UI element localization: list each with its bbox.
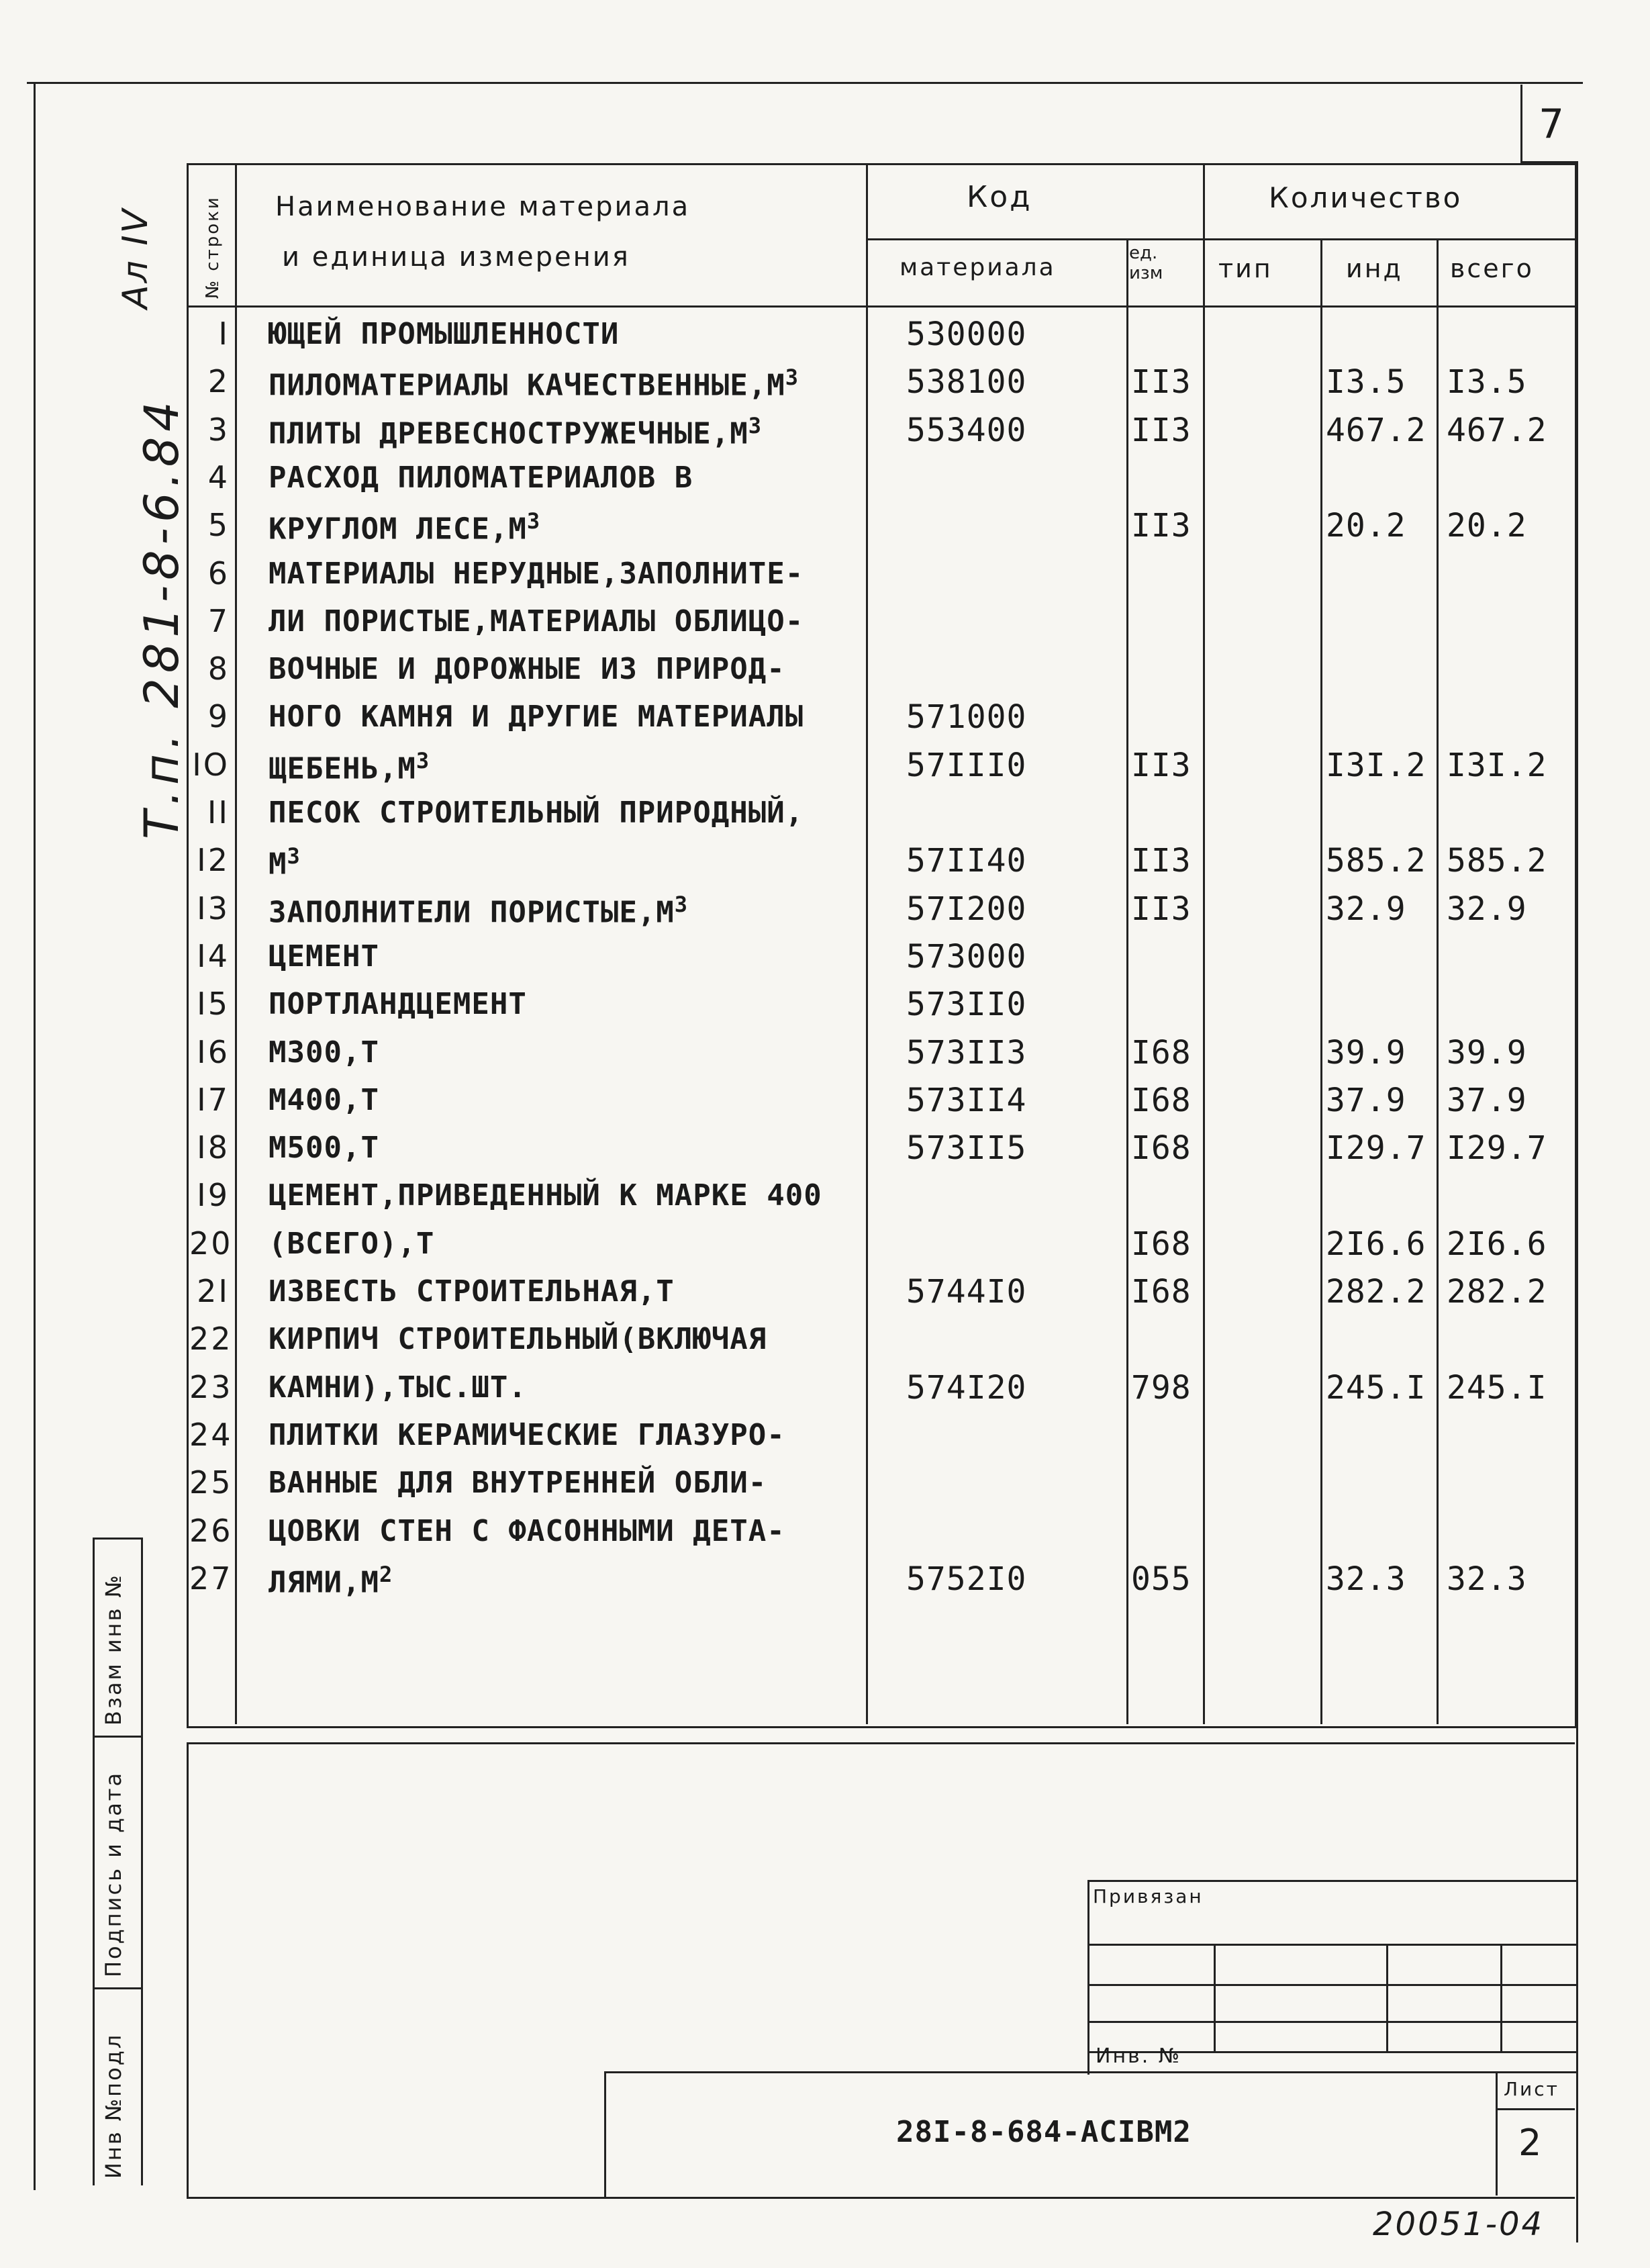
row-number: I4 (197, 938, 230, 974)
bound-col-3 (1500, 1944, 1502, 2051)
row-number: 25 (189, 1464, 233, 1501)
row-number: 22 (189, 1321, 233, 1357)
unit-code: I68 (1131, 1034, 1192, 1072)
bound-label: Привязан (1093, 1885, 1204, 1907)
qty-ind: 32.3 (1326, 1560, 1406, 1598)
table-header-bottom (187, 305, 1575, 308)
qty-total: 20.2 (1447, 507, 1527, 545)
col-divider-unit (1126, 238, 1128, 1724)
bound-col-2 (1386, 1944, 1388, 2051)
qty-total: I29.7 (1447, 1129, 1547, 1167)
unit-code: I68 (1131, 1082, 1192, 1119)
material-code: 5744I0 (906, 1273, 1027, 1311)
row-number: IO (192, 747, 230, 783)
sheet-label: Лист (1504, 2078, 1559, 2100)
row-number: I5 (197, 986, 230, 1022)
unit-code: 798 (1131, 1369, 1192, 1407)
unit-exponent: 3 (748, 413, 763, 438)
col-divider-name (235, 163, 237, 1724)
sheet-box-divider (1496, 2071, 1498, 2195)
inventory-label: Инв. № (1096, 2044, 1182, 2068)
album-label: Ал IV (115, 207, 156, 309)
stamp-label-replace: Взам инв № (101, 1573, 126, 1726)
unit-code: II3 (1131, 412, 1192, 449)
material-code: 573II5 (906, 1129, 1027, 1167)
material-name: $М^3$ (269, 843, 301, 882)
material-name: М400,Т (269, 1083, 379, 1117)
row-number: 2 (207, 363, 230, 399)
row-number: I (218, 316, 230, 352)
unit-code: II3 (1131, 507, 1192, 545)
material-name: ЗАПОЛНИТЕЛИ $ПОРИСТЫЕ,М^3$ (269, 892, 689, 930)
material-code: 530000 (906, 316, 1027, 353)
material-code: 57III0 (906, 747, 1027, 784)
project-number-label: Т.п. 281-8-6.84 (134, 396, 189, 839)
title-block-top (187, 1742, 1575, 1744)
qty-ind: I29.7 (1326, 1129, 1426, 1167)
row-number: I6 (197, 1034, 230, 1070)
col-divider-qty (1203, 163, 1205, 1724)
stamp-label-signature: Подпись и дата (101, 1770, 126, 1977)
stamp-div-3 (93, 1987, 143, 1989)
material-code: 5752I0 (906, 1560, 1027, 1598)
unit-code: II3 (1131, 890, 1192, 928)
material-name: ЦЕМЕНТ,ПРИВЕДЕННЫЙ К МАРКЕ 400 (269, 1178, 822, 1213)
qty-total: 32.9 (1447, 890, 1527, 928)
qty-ind: I3.5 (1326, 363, 1406, 401)
row-number: 20 (189, 1225, 233, 1262)
material-name: ЦЕМЕНТ (269, 939, 379, 974)
row-number: I9 (197, 1177, 230, 1213)
header-code-material: материала (900, 254, 1056, 281)
header-qty-ind: инд (1346, 254, 1403, 283)
qty-ind: 585.2 (1326, 842, 1426, 880)
material-code: 573II3 (906, 1034, 1027, 1072)
bound-block-top (1087, 1880, 1576, 1882)
material-name: ВАННЫЕ ДЛЯ ВНУТРЕННЕЙ ОБЛИ- (269, 1466, 767, 1500)
unit-code: 055 (1131, 1560, 1192, 1598)
material-name: РАСХОД ПИЛОМАТЕРИАЛОВ В (269, 461, 693, 495)
qty-total: 32.3 (1447, 1560, 1527, 1598)
material-name: $ЛЯМИ,М^2$ (269, 1562, 393, 1600)
unit-exponent: 3 (287, 843, 301, 869)
material-name: (ВСЕГО),Т (269, 1227, 435, 1261)
sheet-number: 2 (1518, 2122, 1544, 2164)
qty-total: 39.9 (1447, 1034, 1527, 1072)
unit-code: II3 (1131, 363, 1192, 401)
header-code-unit: ед. изм (1129, 243, 1163, 283)
material-name: НОГО КАМНЯ И ДРУГИЕ МАТЕРИАЛЫ (269, 700, 804, 734)
top-border (27, 82, 1583, 84)
bound-col-1 (1214, 1944, 1216, 2051)
bound-block-left (1087, 1880, 1089, 2075)
stamp-strip-left (93, 1538, 95, 2185)
qty-ind: 32.9 (1326, 890, 1406, 928)
row-number: 3 (207, 412, 230, 448)
header-qty-total: всего (1450, 254, 1534, 283)
col-divider-ind (1320, 238, 1322, 1724)
qty-total: 245.I (1447, 1369, 1547, 1407)
qty-total: 2I6.6 (1447, 1225, 1547, 1263)
material-code: 573000 (906, 938, 1027, 976)
unit-exponent: 3 (785, 365, 799, 390)
row-number: 7 (207, 603, 230, 639)
qty-ind: 39.9 (1326, 1034, 1406, 1072)
stamp-label-inventory: Инв №подл (101, 2032, 126, 2179)
row-number: I2 (197, 842, 230, 878)
row-number: 8 (207, 651, 230, 687)
header-qty-type: тип (1218, 254, 1273, 283)
row-number: 9 (207, 698, 230, 735)
bound-row-2 (1087, 1984, 1576, 1986)
qty-total: 467.2 (1447, 412, 1547, 449)
left-border (34, 82, 36, 2190)
col-divider-code (866, 163, 868, 1724)
row-number: 27 (189, 1560, 233, 1597)
qty-ind: 282.2 (1326, 1273, 1426, 1311)
header-quantity: Количество (1269, 181, 1463, 214)
row-number: I7 (197, 1082, 230, 1118)
qty-ind: 2I6.6 (1326, 1225, 1426, 1263)
material-name: М300,Т (269, 1035, 379, 1070)
qty-total: 37.9 (1447, 1082, 1527, 1119)
material-code: 573II4 (906, 1082, 1027, 1119)
row-number: I8 (197, 1129, 230, 1166)
qty-total: I3I.2 (1447, 747, 1547, 784)
unit-code: I68 (1131, 1273, 1192, 1311)
material-name: М500,Т (269, 1131, 379, 1165)
qty-total: 282.2 (1447, 1273, 1547, 1311)
qty-total: I3.5 (1447, 363, 1527, 401)
header-subdivider (866, 238, 1575, 240)
material-name: ЛИ ПОРИСТЫЕ,МАТЕРИАЛЫ ОБЛИЦО- (269, 604, 804, 639)
material-name: КАМНИ),ТЫС.ШТ. (269, 1370, 527, 1405)
row-number: 4 (207, 459, 230, 495)
material-code: 574I20 (906, 1369, 1027, 1407)
material-name: ЮЩЕЙ ПРОМЫШЛЕННОСТИ (269, 317, 620, 351)
unit-code: II3 (1131, 747, 1192, 784)
qty-ind: I3I.2 (1326, 747, 1426, 784)
material-code: 57II40 (906, 842, 1027, 880)
header-code: Код (967, 180, 1032, 214)
col-divider-total (1437, 238, 1439, 1724)
material-name: ЦОВКИ СТЕН С ФАСОННЫМИ ДЕТА- (269, 1514, 785, 1548)
archive-code: 20051-04 (1373, 2206, 1545, 2243)
unit-exponent: 3 (674, 892, 689, 917)
material-name: МАТЕРИАЛЫ НЕРУДНЫЕ,ЗАПОЛНИТЕ- (269, 557, 804, 591)
unit-exponent: 3 (526, 508, 541, 534)
qty-ind: 467.2 (1326, 412, 1426, 449)
material-name: ПЕСОК СТРОИТЕЛЬНЫЙ ПРИРОДНЫЙ, (269, 796, 804, 830)
material-code: 538100 (906, 363, 1027, 401)
sheet-box-mid (1496, 2108, 1575, 2110)
bound-row-3 (1087, 2021, 1576, 2023)
header-name-line2: и единица измерения (282, 242, 630, 273)
unit-exponent: 2 (379, 1562, 393, 1587)
stamp-strip-right (141, 1538, 143, 2185)
material-name: ВОЧНЫЕ И ДОРОЖНЫЕ ИЗ ПРИРОД- (269, 652, 785, 686)
row-number: I3 (197, 890, 230, 927)
row-number: 24 (189, 1417, 233, 1453)
qty-ind: 20.2 (1326, 507, 1406, 545)
row-number: II (207, 794, 230, 831)
row-number: 6 (207, 555, 230, 592)
row-number: 5 (207, 507, 230, 543)
material-name: ИЗВЕСТЬ СТРОИТЕЛЬНАЯ,Т (269, 1274, 675, 1309)
page-number: 7 (1539, 101, 1567, 148)
title-block-left (187, 1742, 189, 2199)
material-name: ПЛИТЫ $ДРЕВЕСНОСТРУЖЕЧНЫЕ,М^3$ (269, 413, 763, 451)
bound-row-1 (1087, 1944, 1576, 1946)
material-code: 553400 (906, 412, 1027, 449)
material-code: 57I200 (906, 890, 1027, 928)
qty-ind: 37.9 (1326, 1082, 1406, 1119)
qty-total: 585.2 (1447, 842, 1547, 880)
header-row-number: № строки (203, 195, 223, 299)
material-name: КИРПИЧ СТРОИТЕЛЬНЫЙ(ВКЛЮЧАЯ (269, 1322, 767, 1356)
material-name: $ЩЕБЕНЬ,М^3$ (269, 748, 430, 786)
material-name: КРУГЛОМ $ЛЕСЕ,М^3$ (269, 508, 541, 547)
unit-code: II3 (1131, 842, 1192, 880)
unit-code: I68 (1131, 1225, 1192, 1263)
material-name: ПИЛОМАТЕРИАЛЫ $КАЧЕСТВЕННЫЕ,М^3$ (269, 365, 799, 403)
stamp-div-2 (93, 1736, 143, 1738)
unit-code: I68 (1131, 1129, 1192, 1167)
header-name-line1: Наименование материала (275, 191, 691, 222)
qty-ind: 245.I (1326, 1369, 1426, 1407)
row-number: 23 (189, 1369, 233, 1405)
material-name: ПОРТЛАНДЦЕМЕНТ (269, 987, 527, 1021)
material-name: ПЛИТКИ КЕРАМИЧЕСКИЕ ГЛАЗУРО- (269, 1418, 785, 1452)
material-code: 573II0 (906, 986, 1027, 1023)
row-number: 26 (189, 1513, 233, 1549)
unit-exponent: 3 (416, 748, 430, 773)
document-code: 28I-8-684-АСIВМ2 (896, 2115, 1192, 2149)
material-code: 571000 (906, 698, 1027, 736)
row-number: 2I (197, 1273, 230, 1309)
stamp-div-1 (93, 1538, 143, 1540)
